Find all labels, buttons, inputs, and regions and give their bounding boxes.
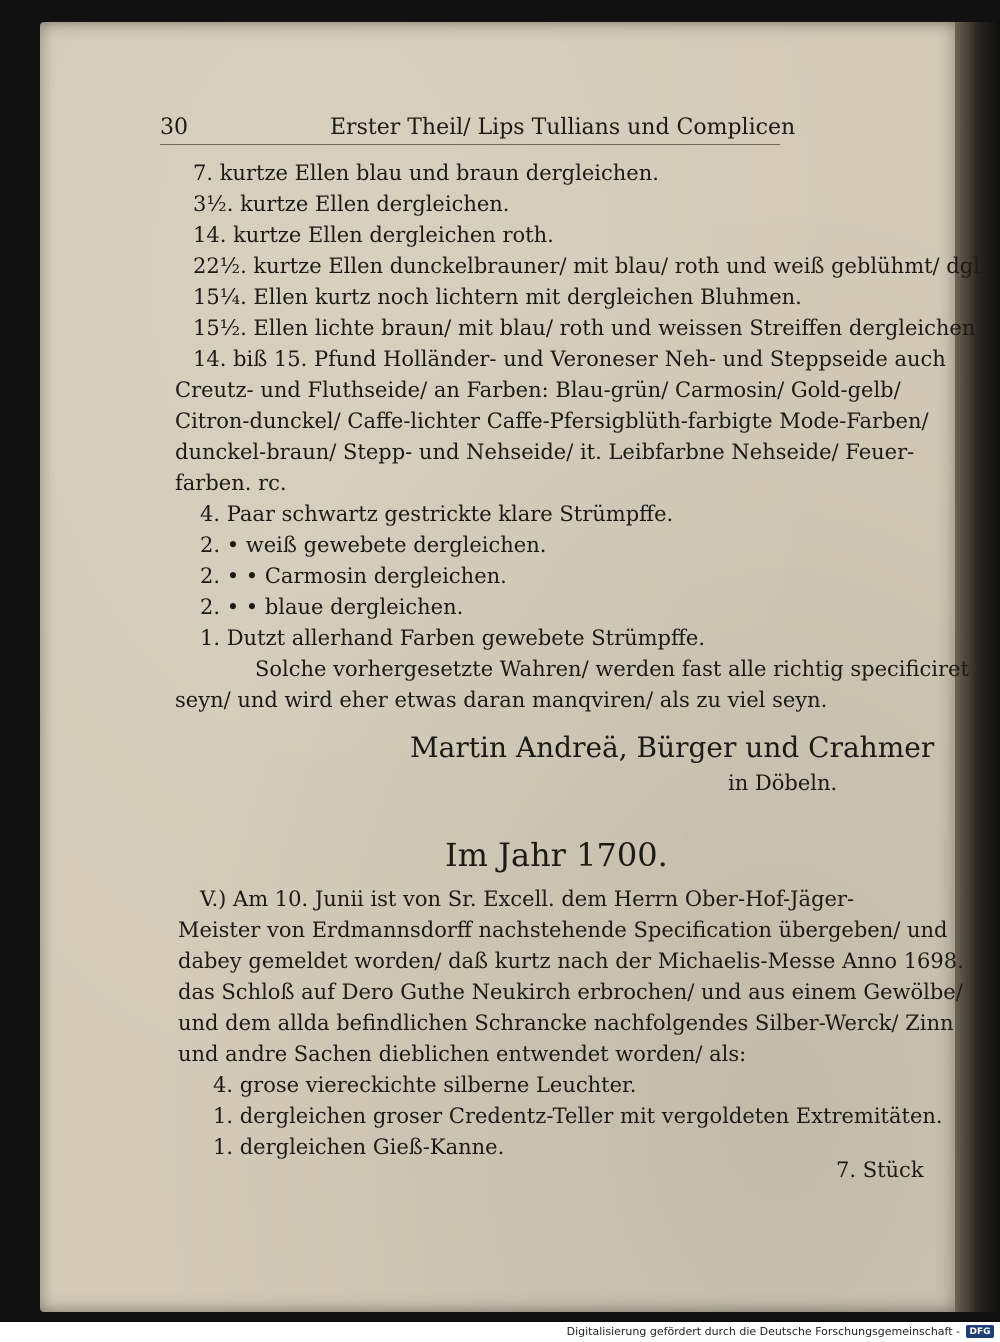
text-line: 2. • • Carmosin dergleichen.	[200, 564, 507, 588]
text-line: und andre Sachen dieblichen entwendet worden/ als:	[178, 1042, 747, 1066]
dfg-logo-icon: DFG	[966, 1325, 994, 1338]
text-line: 1. Dutzt allerhand Farben gewebete Strümpffe.	[200, 626, 706, 650]
text-line: und dem allda befindlichen Schrancke nachfolgendes Silber-Werck/ Zinn	[178, 1011, 954, 1035]
text-line: 15¼. Ellen kurtz noch lichtern mit dergleichen Bluhmen.	[193, 285, 802, 309]
text-line: dunckel-braun/ Stepp- und Nehseide/ it. Leibfarbne Nehseide/ Feuer-	[175, 440, 915, 464]
text-line: 2. • weiß gewebete dergleichen.	[200, 533, 547, 557]
text-line: das Schloß auf Dero Guthe Neukirch erbrochen/ und aus einem Gewölbe/	[178, 980, 963, 1004]
running-title: Erster Theil/ Lips Tullians und Complicen	[330, 115, 796, 140]
catchword: 7. Stück	[836, 1158, 924, 1182]
text-line: 1. dergleichen groser Credentz-Teller mit vergoldeten Extremitäten.	[213, 1104, 943, 1128]
text-line: Meister von Erdmannsdorff nachstehende Specification übergeben/ und	[178, 918, 948, 942]
text-line: seyn/ und wird eher etwas daran manqviren/ als zu viel seyn.	[175, 688, 828, 712]
text-line: 3½. kurtze Ellen dergleichen.	[193, 192, 510, 216]
footer-credit: Digitalisierung gefördert durch die Deutsche Forschungsgemeinschaft -	[566, 1325, 960, 1338]
text-line: 2. • • blaue dergleichen.	[200, 595, 464, 619]
footer-bar	[0, 1322, 1000, 1342]
text-line: V.) Am 10. Junii ist von Sr. Excell. dem Herrn Ober-Hof-Jäger-	[200, 887, 855, 911]
text-line: 7. kurtze Ellen blau und braun dergleichen.	[193, 161, 659, 185]
text-line: Citron-dunckel/ Caffe-lichter Caffe-Pfersigblüth-farbigte Mode-Farben/	[175, 409, 929, 433]
text-line: Creutz- und Fluthseide/ an Farben: Blau-grün/ Carmosin/ Gold-gelb/	[175, 378, 901, 402]
text-line: 14. kurtze Ellen dergleichen roth.	[193, 223, 554, 247]
text-line: 22½. kurtze Ellen dunckelbrauner/ mit blau/ roth und weiß geblühmt/ dgl.	[193, 254, 987, 278]
text-line: 1. dergleichen Gieß-Kanne.	[213, 1135, 505, 1159]
header-rule	[160, 144, 780, 145]
text-line: 4. grose viereckichte silberne Leuchter.	[213, 1073, 637, 1097]
text-line: 14. biß 15. Pfund Holländer- und Veroneser Neh- und Steppseide auch	[193, 347, 946, 371]
text-line: 4. Paar schwartz gestrickte klare Strümpffe.	[200, 502, 674, 526]
text-line: Solche vorhergesetzte Wahren/ werden fast alle richtig specificiret	[255, 657, 969, 681]
page-number: 30	[160, 115, 188, 140]
section-heading: Im Jahr 1700.	[445, 836, 668, 874]
text-line: dabey gemeldet worden/ daß kurtz nach der Michaelis-Messe Anno 1698.	[178, 949, 964, 973]
signature-name: Martin Andreä, Bürger und Crahmer	[410, 731, 935, 764]
text-line: farben. rc.	[175, 471, 287, 495]
text-line: 15½. Ellen lichte braun/ mit blau/ roth und weissen Streiffen dergleichen	[193, 316, 976, 340]
signature-place: in Döbeln.	[728, 771, 838, 795]
